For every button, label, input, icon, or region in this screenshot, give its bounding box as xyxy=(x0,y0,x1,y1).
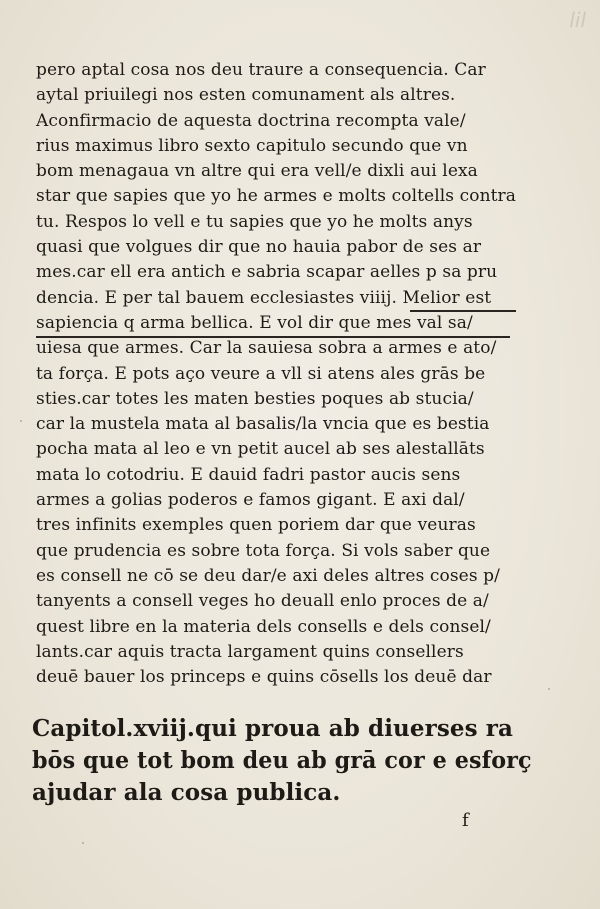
text-line: quasi que volgues dir que no hauia pabor de ses ar xyxy=(36,237,482,258)
text-line: bom menagaua vn altre qui era vell/e dixli aui lexa xyxy=(36,161,478,182)
folio-mark: lil xyxy=(569,8,586,32)
text-line: car la mustela mata al basalis/la vncia que es bestia xyxy=(36,414,490,435)
paper-speck xyxy=(82,842,84,844)
signature-mark: f xyxy=(462,810,469,831)
text-line: deuē bauer los princeps e quins cōsells los deuē dar xyxy=(36,667,492,688)
chapter-line: ajudar ala cosa publica. xyxy=(32,779,341,806)
text-line: sapiencia q arma bellica. E vol dir que mes val sa/ xyxy=(36,312,473,333)
text-line: aytal priuilegi nos esten comunament als altres. xyxy=(36,85,456,106)
text-line: armes a golias poderos e famos gigant. E axi dal/ xyxy=(36,490,465,511)
text-line: mata lo cotodriu. E dauid fadri pastor aucis sens xyxy=(36,464,461,485)
text-line: sties.car totes les maten besties poques ab stucia/ xyxy=(36,388,474,409)
text-line: que prudencia es sobre tota força. Si vols saber que xyxy=(36,540,491,561)
text-line: dencia. E per tal bauem ecclesiastes viiij. Melior est xyxy=(36,287,492,308)
text-line: uiesa que armes. Car la sauiesa sobra a armes e ato/ xyxy=(36,338,497,359)
text-line: mes.car ell era antich e sabria scapar aelles p sa pru xyxy=(36,262,498,283)
text-line: tres infinits exemples quen poriem dar que veuras xyxy=(36,515,476,536)
text-line: tu. Respos lo vell e tu sapies que yo he molts anys xyxy=(36,211,473,232)
text-line: es consell ne cō se deu dar/e axi deles altres coses p/ xyxy=(36,565,500,586)
text-line: quest libre en la materia dels consells e dels consel/ xyxy=(36,616,491,637)
text-line: ta força. E pots aço veure a vll si atens ales grās be xyxy=(36,363,486,384)
text-line: Aconfirmacio de aquesta doctrina recompta vale/ xyxy=(36,110,466,131)
body-text xyxy=(36,58,526,690)
paper-speck xyxy=(548,688,550,690)
text-line: star que sapies que yo he armes e molts coltells contra xyxy=(36,186,517,207)
chapter-line: Capitol.xviij.qui proua ab diuerses ra xyxy=(32,715,513,742)
paper-speck xyxy=(20,420,22,422)
underline-mark xyxy=(36,336,510,338)
underline-mark xyxy=(410,310,516,312)
text-line: pocha mata al leo e vn petit aucel ab ses alestallāts xyxy=(36,439,485,460)
chapter-line: bōs que tot bom deu ab grā cor e esforç xyxy=(32,747,532,774)
chapter-heading xyxy=(32,713,532,809)
text-line: tanyents a consell veges ho deuall enlo proces de a/ xyxy=(36,591,489,612)
text-line: rius maximus libro sexto capitulo secundo que vn xyxy=(36,135,468,156)
text-line: lants.car aquis tracta largament quins consellers xyxy=(36,641,464,662)
text-line: pero aptal cosa nos deu traure a consequencia. Car xyxy=(36,60,486,80)
